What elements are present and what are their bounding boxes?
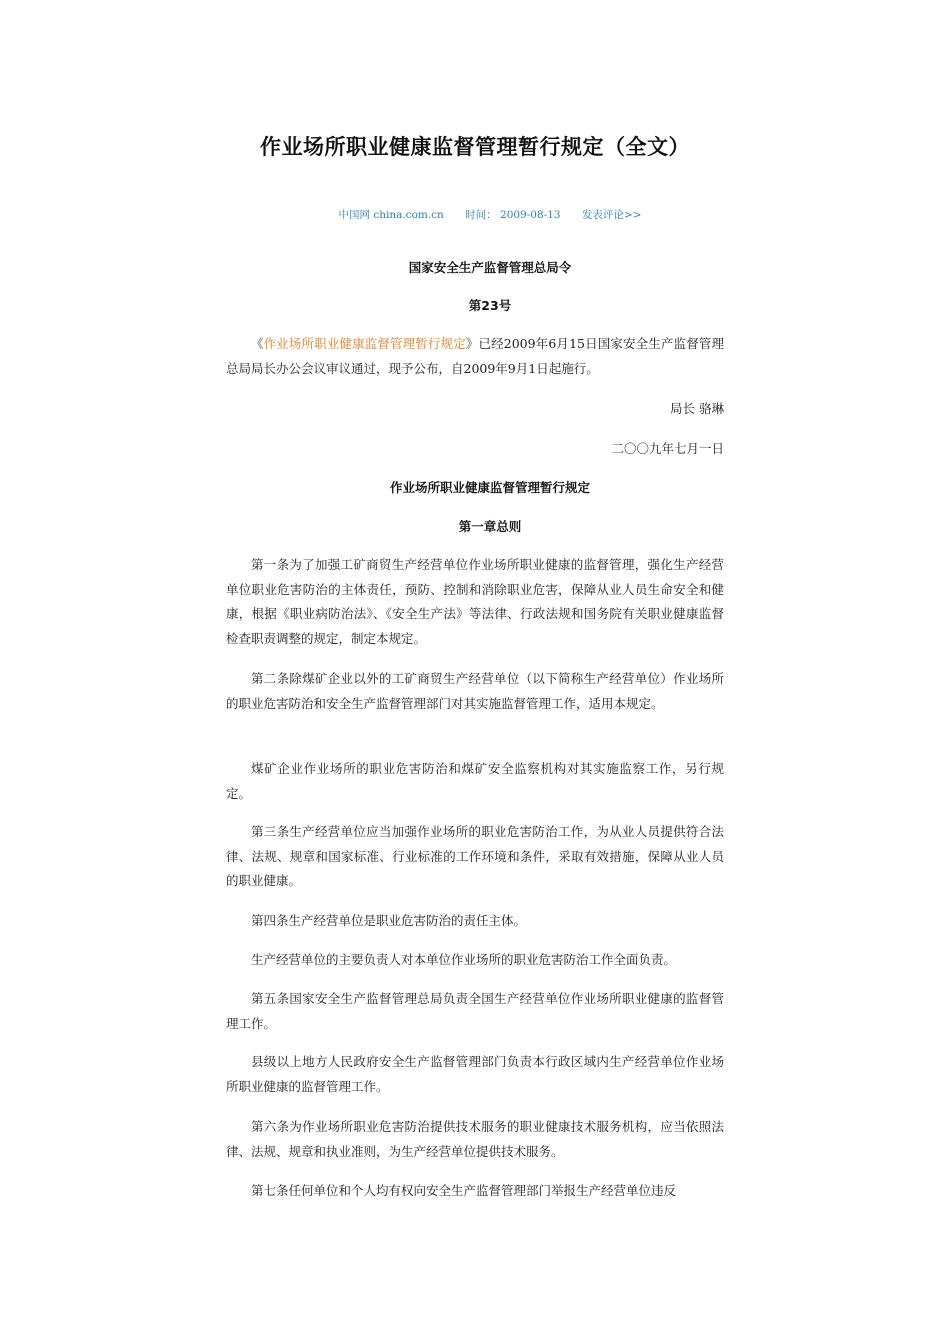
regulation-title: 作业场所职业健康监督管理暂行规定 bbox=[389, 480, 590, 495]
comment-link[interactable]: 发表评论>> bbox=[581, 209, 642, 221]
issuer-heading: 国家安全生产监督管理总局令 bbox=[408, 260, 572, 275]
article-meta bbox=[226, 207, 754, 223]
article-paragraph: 县级以上地方人民政府安全生产监督管理部门负责本行政区域内生产经营单位作业场所职业健康的监督管理工作。 bbox=[226, 1054, 724, 1094]
article-paragraph: 第六条为作业场所职业危害防治提供技术服务的职业健康技术服务机构，应当依照法律、法规、规章和执业准则，为生产经营单位提供技术服务。 bbox=[226, 1119, 724, 1159]
article-paragraph: 第四条生产经营单位是职业危害防治的责任主体。 bbox=[251, 913, 527, 928]
article-paragraph: 煤矿企业作业场所的职业危害防治和煤矿安全监察机构对其实施监察工作，另行规定。 bbox=[226, 761, 724, 801]
article-paragraph: 第七条任何单位和个人均有权向安全生产监督管理部门举报生产经营单位违反 bbox=[251, 1183, 677, 1198]
regulation-link[interactable]: 作业场所职业健康监督管理暂行规定 bbox=[263, 336, 466, 351]
article-paragraph: 第一条为了加强工矿商贸生产经营单位作业场所职业健康的监督管理，强化生产经营单位职业危害防治的主体责任，预防、控制和消除职业危害，保障从业人员生命安全和健康，根据《职业病防治法》、《安全生产法》等法律、行政法规和国务院有关职业健康监督检查职责调整的规定，制定本规定。 bbox=[226, 557, 724, 646]
article-paragraph: 生产经营单位的主要负责人对本单位作业场所的职业危害防治工作全面负责。 bbox=[251, 952, 677, 967]
order-number: 第23号 bbox=[468, 298, 512, 313]
article-paragraph: 第三条生产经营单位应当加强作业场所的职业危害防治工作，为从业人员提供符合法律、法规、规章和国家标准、行业标准的工作环境和条件，采取有效措施，保障从业人员的职业健康。 bbox=[226, 824, 724, 888]
intro-paragraph: 《作业场所职业健康监督管理暂行规定》已经2009年6月15日国家安全生产监督管理总局局长办公会议审议通过，现予公布，自2009年9月1日起施行。 bbox=[226, 336, 724, 376]
source-link[interactable]: 中国网 china.com.cn bbox=[338, 209, 444, 221]
publish-time: 时间： 2009-08-13 bbox=[465, 209, 561, 221]
chapter-heading: 第一章总则 bbox=[458, 519, 522, 534]
page-title: 作业场所职业健康监督管理暂行规定（全文） bbox=[260, 135, 690, 159]
article-paragraph: 第二条除煤矿企业以外的工矿商贸生产经营单位（以下简称生产经营单位）作业场所的职业危害防治和安全生产监督管理部门对其实施监督管理工作，适用本规定。 bbox=[226, 671, 724, 711]
article-paragraph: 第五条国家安全生产监督管理总局负责全国生产经营单位作业场所职业健康的监督管理工作。 bbox=[226, 991, 724, 1031]
issue-date: 二〇〇九年七月一日 bbox=[611, 441, 724, 456]
signature: 局长 骆琳 bbox=[670, 401, 724, 416]
